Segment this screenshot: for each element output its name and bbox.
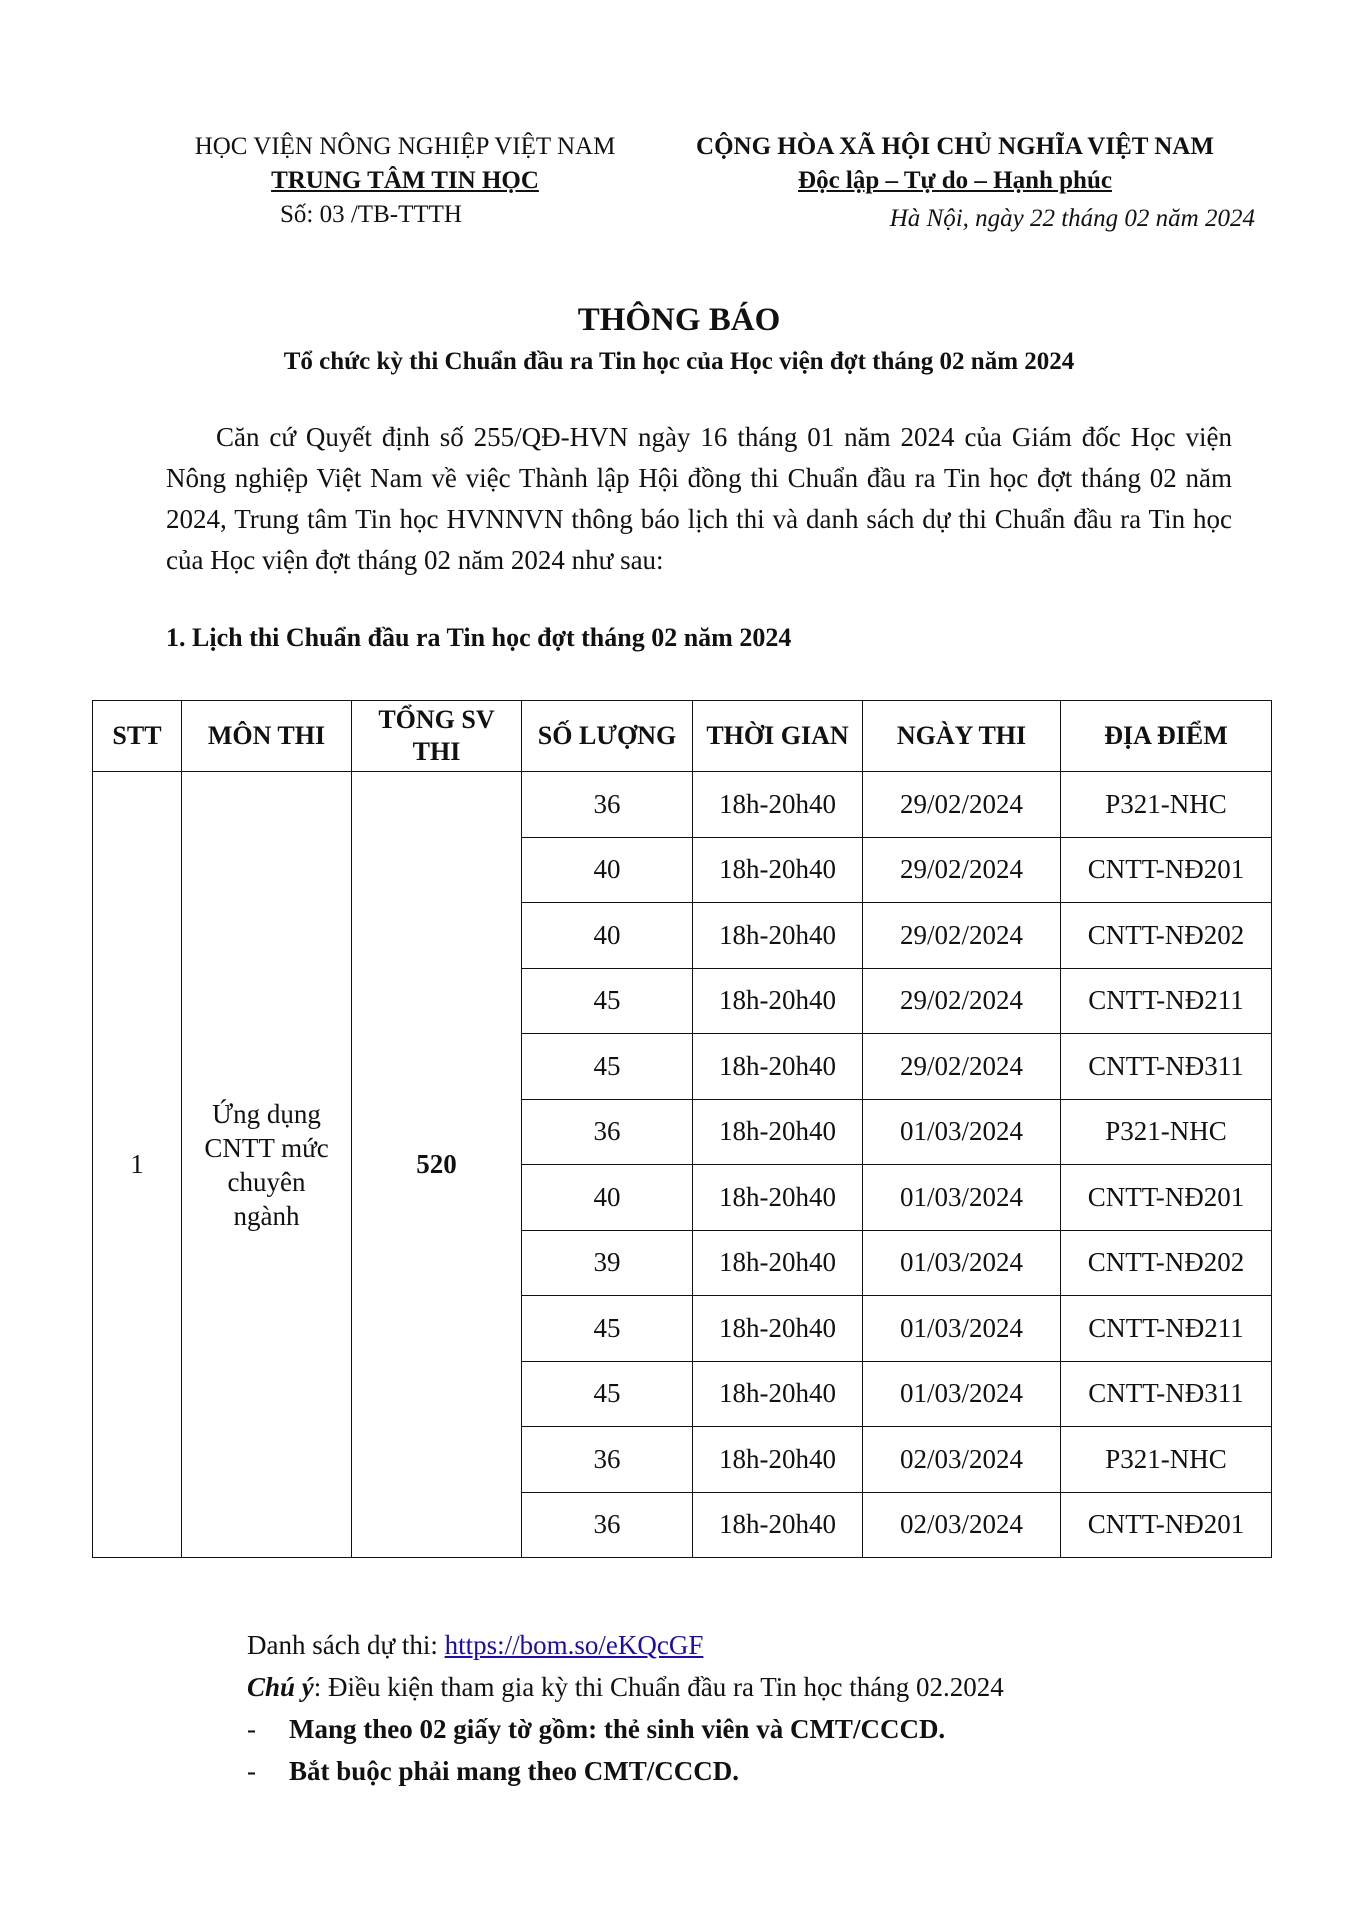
location-cell: CNTT-NĐ311 — [1061, 1034, 1272, 1100]
date-cell: 01/03/2024 — [863, 1361, 1061, 1427]
location-cell: CNTT-NĐ211 — [1061, 1296, 1272, 1362]
count-cell: 45 — [522, 1034, 693, 1100]
document-number: Số: 03 /TB-TTTH — [280, 201, 462, 228]
date-cell: 29/02/2024 — [863, 772, 1061, 838]
date-cell: 01/03/2024 — [863, 1099, 1061, 1165]
count-cell: 36 — [522, 1492, 693, 1558]
header-date: NGÀY THI — [863, 701, 1061, 772]
count-cell: 40 — [522, 1165, 693, 1231]
location-cell: CNTT-NĐ201 — [1061, 1492, 1272, 1558]
count-cell: 36 — [522, 772, 693, 838]
header-right — [655, 130, 1255, 236]
stt-cell: 1 — [93, 772, 182, 1558]
header-left — [165, 130, 645, 232]
count-cell: 40 — [522, 837, 693, 903]
table-row — [93, 772, 1272, 838]
time-cell: 18h-20h40 — [693, 1427, 863, 1493]
note-bullet — [247, 1708, 1247, 1750]
date-cell: 29/02/2024 — [863, 968, 1061, 1034]
count-cell: 36 — [522, 1427, 693, 1493]
time-cell: 18h-20h40 — [693, 1034, 863, 1100]
date-cell: 29/02/2024 — [863, 837, 1061, 903]
location-cell: CNTT-NĐ211 — [1061, 968, 1272, 1034]
section-heading: 1. Lịch thi Chuẩn đầu ra Tin học đợt tháng 02 năm 2024 — [166, 623, 792, 652]
note-label: Chú ý — [247, 1672, 314, 1702]
date-cell: 01/03/2024 — [863, 1230, 1061, 1296]
count-cell: 40 — [522, 903, 693, 969]
location-cell: P321-NHC — [1061, 772, 1272, 838]
time-cell: 18h-20h40 — [693, 837, 863, 903]
time-cell: 18h-20h40 — [693, 903, 863, 969]
note-text: : Điều kiện tham gia kỳ thi Chuẩn đầu ra Tin học tháng 02.2024 — [313, 1672, 1004, 1702]
header-subject: MÔN THI — [182, 701, 352, 772]
header-stt: STT — [93, 701, 182, 772]
bullet-text: Bắt buộc phải mang theo CMT/CCCD. — [289, 1756, 740, 1786]
header-time: THỜI GIAN — [693, 701, 863, 772]
date-cell: 01/03/2024 — [863, 1165, 1061, 1231]
location-cell: CNTT-NĐ201 — [1061, 837, 1272, 903]
table-header-row — [93, 701, 1272, 772]
bullet-marker: - — [247, 1756, 256, 1786]
page-subtitle: Tổ chức kỳ thi Chuẩn đầu ra Tin học của Học viện đợt tháng 02 năm 2024 — [283, 348, 1075, 375]
bullet-marker: - — [247, 1714, 256, 1744]
header-total: TỔNG SV THI — [352, 701, 522, 772]
count-cell: 45 — [522, 968, 693, 1034]
time-cell: 18h-20h40 — [693, 1361, 863, 1427]
header-location: ĐỊA ĐIỂM — [1061, 701, 1272, 772]
note-line — [247, 1666, 1247, 1708]
notes-section — [247, 1624, 1247, 1792]
location-cell: CNTT-NĐ201 — [1061, 1165, 1272, 1231]
location-cell: CNTT-NĐ311 — [1061, 1361, 1272, 1427]
note-bullet — [247, 1750, 1247, 1792]
intro-paragraph: Căn cứ Quyết định số 255/QĐ-HVN ngày 16 tháng 01 năm 2024 của Giám đốc Học viện Nông nghiệp Việt Nam về việc Thành lập Hội đồng thi Chuẩn đầu ra Tin học đợt tháng 02 năm 2024, Trung tâm Tin học HVNNVN thông báo lịch thi và danh sách dự thi Chuẩn đầu ra Tin học của Học viện đợt tháng 02 năm 2024 như sau: — [166, 422, 1232, 575]
count-cell: 39 — [522, 1230, 693, 1296]
page-title: THÔNG BÁO — [577, 302, 781, 338]
candidate-list-link[interactable]: https://bom.so/eKQcGF — [444, 1630, 704, 1660]
time-cell: 18h-20h40 — [693, 1099, 863, 1165]
time-cell: 18h-20h40 — [693, 968, 863, 1034]
org-name: HỌC VIỆN NÔNG NGHIỆP VIỆT NAM — [194, 133, 616, 160]
document-date: Hà Nội, ngày 22 tháng 02 năm 2024 — [889, 205, 1255, 232]
date-cell: 29/02/2024 — [863, 1034, 1061, 1100]
total-cell: 520 — [352, 772, 522, 1558]
count-cell: 36 — [522, 1099, 693, 1165]
count-cell: 45 — [522, 1361, 693, 1427]
date-cell: 02/03/2024 — [863, 1492, 1061, 1558]
time-cell: 18h-20h40 — [693, 772, 863, 838]
location-cell: CNTT-NĐ202 — [1061, 1230, 1272, 1296]
date-cell: 29/02/2024 — [863, 903, 1061, 969]
subject-cell: Ứng dụng CNTT mức chuyên ngành — [182, 772, 352, 1558]
location-cell: P321-NHC — [1061, 1427, 1272, 1493]
bullet-text: Mang theo 02 giấy tờ gồm: thẻ sinh viên và CMT/CCCD. — [289, 1714, 946, 1744]
date-cell: 02/03/2024 — [863, 1427, 1061, 1493]
time-cell: 18h-20h40 — [693, 1492, 863, 1558]
location-cell: CNTT-NĐ202 — [1061, 903, 1272, 969]
candidate-list-line — [247, 1624, 1247, 1666]
date-cell: 01/03/2024 — [863, 1296, 1061, 1362]
header-count: SỐ LƯỢNG — [522, 701, 693, 772]
time-cell: 18h-20h40 — [693, 1165, 863, 1231]
count-cell: 45 — [522, 1296, 693, 1362]
candidate-list-label: Danh sách dự thi: — [247, 1630, 445, 1660]
time-cell: 18h-20h40 — [693, 1230, 863, 1296]
location-cell: P321-NHC — [1061, 1099, 1272, 1165]
time-cell: 18h-20h40 — [693, 1296, 863, 1362]
dept-name: TRUNG TÂM TIN HỌC — [271, 167, 539, 194]
exam-schedule-table — [92, 700, 1272, 1558]
nation-name: CỘNG HÒA XÃ HỘI CHỦ NGHĨA VIỆT NAM — [696, 133, 1214, 160]
motto: Độc lập – Tự do – Hạnh phúc — [798, 167, 1112, 194]
